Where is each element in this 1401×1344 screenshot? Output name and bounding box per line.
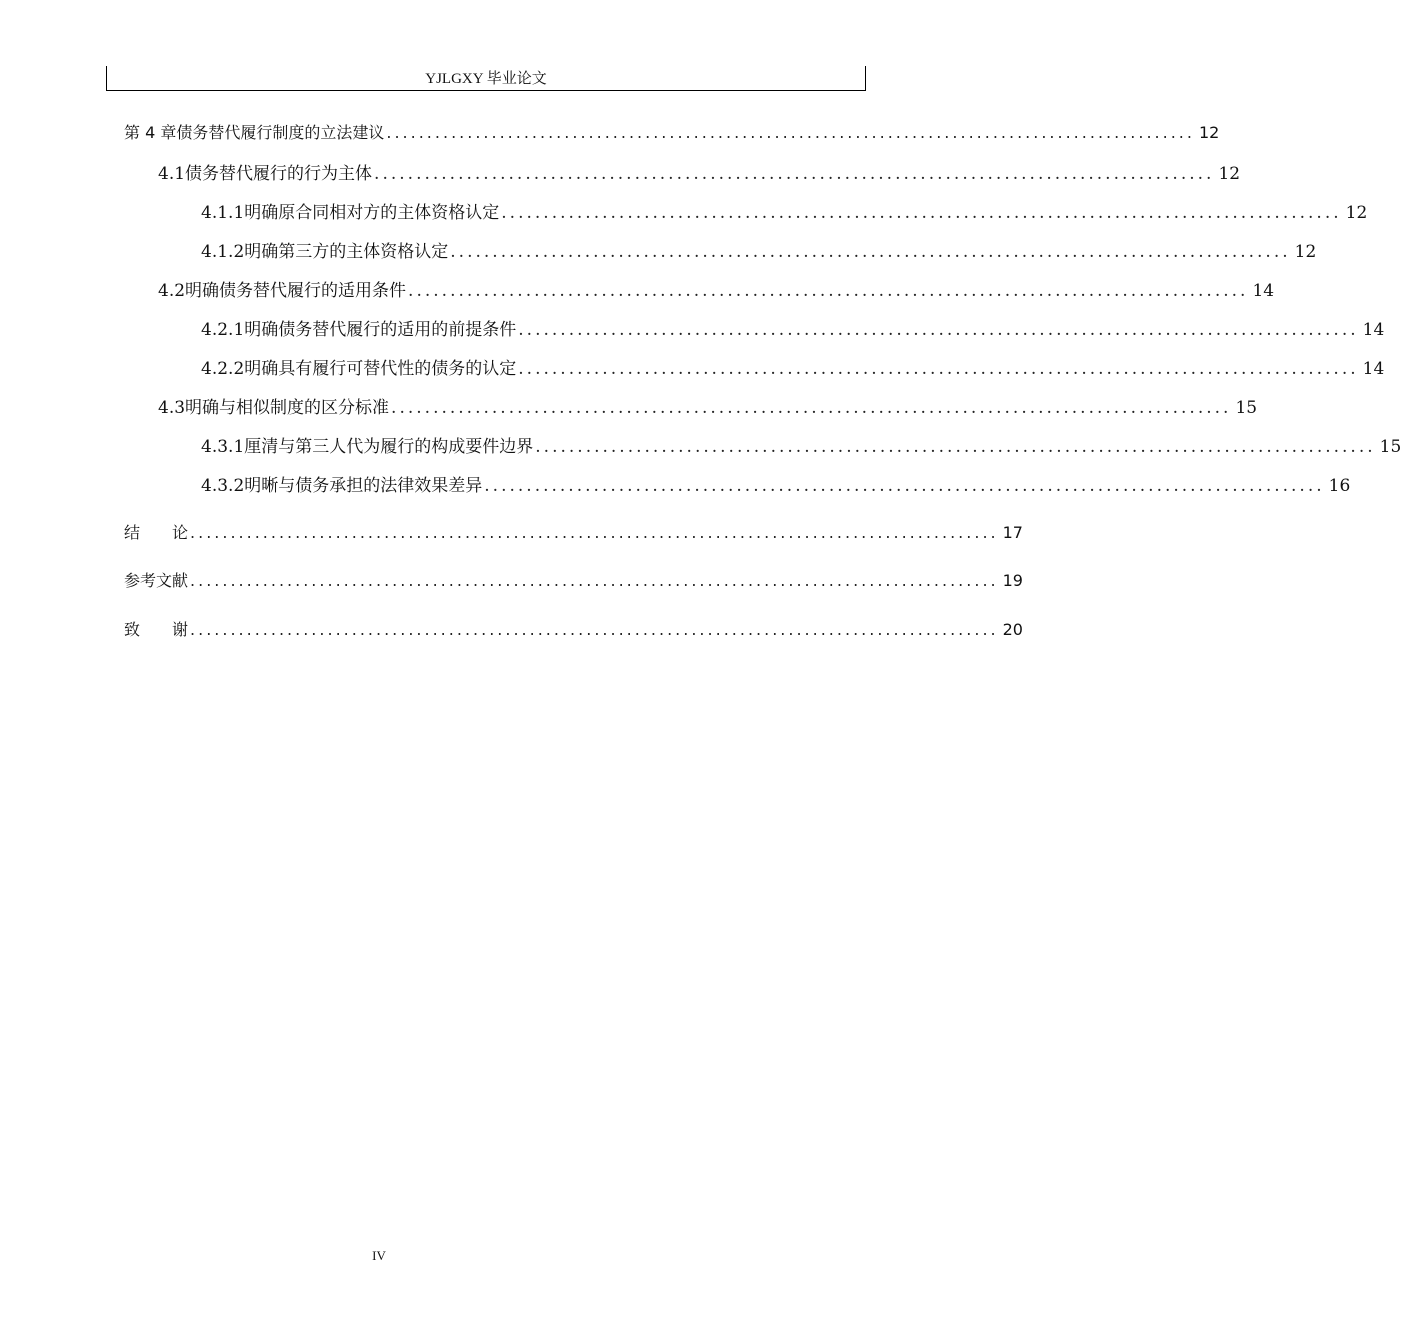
toc-dot-leader: ....................................................................................................: [501, 203, 1342, 223]
toc-entry-4-1[interactable]: [158, 159, 1241, 184]
toc-entry-4-3-1[interactable]: [201, 432, 1401, 457]
toc-entry-number: 4.1.2: [201, 242, 245, 262]
toc-dot-leader: ....................................................................................................: [190, 571, 999, 590]
toc-dot-leader: ....................................................................................................: [408, 281, 1249, 301]
page-header: [106, 66, 866, 91]
toc-entry-page: 15: [1379, 437, 1401, 457]
toc-entry-page: 12: [1345, 203, 1368, 223]
toc-entry-page: 19: [1002, 571, 1023, 590]
toc-entry-title: 参考文献: [124, 571, 189, 590]
toc-dot-leader: ....................................................................................................: [535, 437, 1376, 457]
toc-entry-page: 17: [1002, 523, 1023, 542]
toc-entry-number: 4.2.2: [201, 359, 245, 379]
toc-entry-title: 债务替代履行制度的立法建议: [176, 123, 385, 142]
toc-entry-acknowledgements[interactable]: [124, 617, 1023, 641]
header-title: YJLGXY 毕业论文: [425, 71, 547, 87]
toc-entry-page: 20: [1002, 620, 1023, 639]
toc-entry-number: 4.1: [158, 164, 186, 184]
toc-entry-page: 12: [1218, 164, 1241, 184]
toc-entry-page: 14: [1362, 359, 1385, 379]
toc-dot-leader: ....................................................................................................: [391, 398, 1232, 418]
toc-entry-number: 4.3.2: [201, 476, 245, 496]
toc-entry-4-1-2[interactable]: [201, 237, 1317, 262]
toc-entry-page: 12: [1198, 123, 1220, 142]
toc-entry-page: 16: [1328, 476, 1351, 496]
toc-entry-4-2-2[interactable]: [201, 354, 1385, 379]
toc-entry-title: 结 论: [124, 523, 189, 542]
toc-entry-title: 明确具有履行可替代性的债务的认定: [244, 359, 517, 379]
toc-entry-conclusion[interactable]: [124, 520, 1023, 544]
toc-entry-number: 4.2: [158, 281, 186, 301]
toc-entry-title: 明确与相似制度的区分标准: [185, 398, 390, 418]
toc-dot-leader: ....................................................................................................: [386, 123, 1195, 142]
toc-entry-title: 明确原合同相对方的主体资格认定: [244, 203, 500, 223]
toc-entry-4-2[interactable]: [158, 276, 1275, 301]
toc-entry-title: 明确债务替代履行的适用条件: [185, 281, 407, 301]
toc-entry-number: 第 4 章: [124, 123, 177, 142]
toc-entry-number: 4.1.1: [201, 203, 245, 223]
toc-entry-title: 厘清与第三人代为履行的构成要件边界: [244, 437, 534, 457]
toc-dot-leader: ....................................................................................................: [374, 164, 1215, 184]
toc-entry-4-1-1[interactable]: [201, 198, 1368, 223]
toc-entry-title: 致 谢: [124, 620, 189, 639]
page-footer: [0, 1248, 758, 1264]
toc-entry-chapter-4[interactable]: [124, 120, 1220, 144]
toc-entry-title: 债务替代履行的行为主体: [185, 164, 373, 184]
toc-dot-leader: ....................................................................................................: [518, 359, 1359, 379]
toc-entry-4-3[interactable]: [158, 393, 1258, 418]
toc-entry-page: 15: [1235, 398, 1258, 418]
toc-dot-leader: ....................................................................................................: [190, 620, 999, 639]
toc-entry-references[interactable]: [124, 568, 1023, 592]
toc-entry-4-3-2[interactable]: [201, 471, 1351, 496]
toc-entry-number: 4.3.1: [201, 437, 245, 457]
toc-entry-title: 明晰与债务承担的法律效果差异: [244, 476, 483, 496]
footer-page-number: IV: [372, 1248, 386, 1263]
toc-dot-leader: ....................................................................................................: [518, 320, 1359, 340]
toc-entry-number: 4.3: [158, 398, 186, 418]
toc-entry-number: 4.2.1: [201, 320, 245, 340]
toc-entry-4-2-1[interactable]: [201, 315, 1385, 340]
toc-entry-page: 14: [1252, 281, 1275, 301]
toc-entry-page: 12: [1294, 242, 1317, 262]
toc-entry-title: 明确第三方的主体资格认定: [244, 242, 449, 262]
toc-dot-leader: ....................................................................................................: [190, 523, 999, 542]
toc-entry-page: 14: [1362, 320, 1385, 340]
toc-entry-title: 明确债务替代履行的适用的前提条件: [244, 320, 517, 340]
toc-dot-leader: ....................................................................................................: [484, 476, 1325, 496]
toc-dot-leader: ....................................................................................................: [450, 242, 1291, 262]
